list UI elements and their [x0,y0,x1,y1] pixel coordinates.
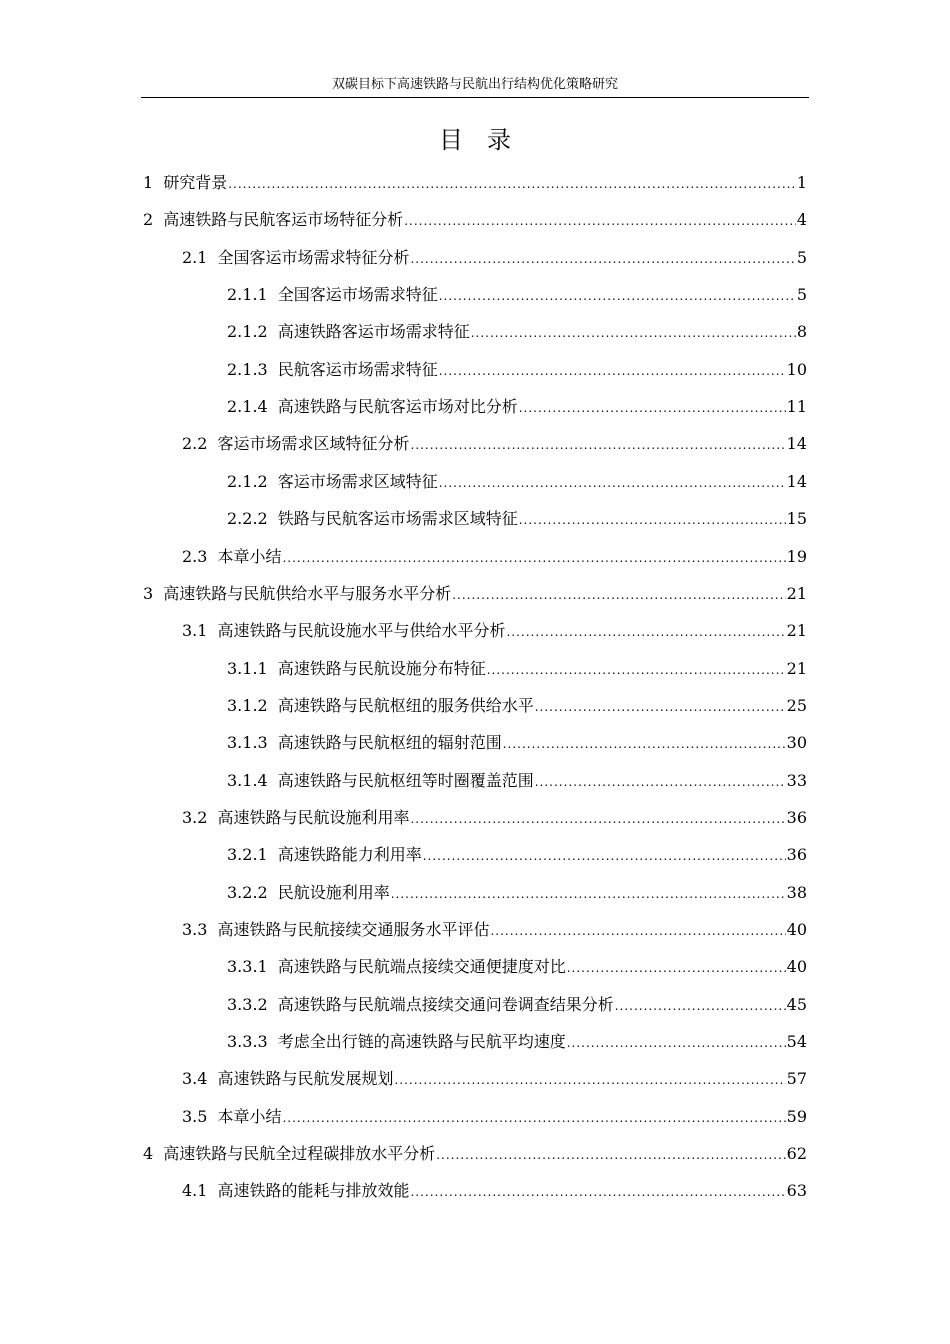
toc-entry-page-number: 62 [786,1144,807,1164]
toc-entry-title: 高速铁路与民航全过程碳排放水平分析 [163,1144,436,1164]
toc-entry-page-number: 21 [786,658,807,678]
toc-entry-number: 1 [143,173,154,192]
toc-entry-number: 3.2.1 [227,845,268,865]
toc-entry[interactable] [182,805,807,831]
toc-entry-title: 本章小结 [217,546,282,566]
toc-dot-leader [487,657,786,683]
toc-entry[interactable] [227,693,807,719]
toc-entry[interactable] [182,544,807,570]
toc-dot-leader [391,881,786,907]
toc-entry-title: 高速铁路的能耗与排放效能 [217,1181,410,1201]
toc-entry-title: 研究背景 [163,173,228,192]
toc-entry[interactable] [227,842,807,868]
toc-entry-number: 3 [143,583,154,603]
toc-entry-page-number: 10 [786,359,807,379]
toc-dot-leader [519,507,786,533]
toc-entry-number: 3.1.1 [227,658,268,678]
toc-entry-number: 3.1.3 [227,733,268,753]
toc-dot-leader [394,1067,785,1093]
toc-dot-leader [567,1030,786,1056]
toc-dot-leader [228,171,796,197]
toc-dot-leader [282,1105,785,1131]
toc-entry-number: 2.1.4 [227,397,268,417]
toc-dot-leader [503,731,786,757]
toc-entry[interactable] [143,170,807,196]
toc-entry[interactable] [227,357,807,383]
toc-entry[interactable] [227,730,807,756]
toc-entry-number: 2.1.2 [227,322,268,342]
toc-dot-leader [506,619,785,645]
toc-entry[interactable] [227,954,807,980]
toc-entry-number: 3.3.3 [227,1032,268,1052]
toc-entry-page-number: 25 [786,695,807,715]
toc-entry[interactable] [182,1066,807,1092]
toc-dot-leader [436,1142,785,1168]
toc-entry-title: 高速铁路与民航枢纽等时圈覆盖范围 [277,770,534,790]
toc-dot-leader [615,993,786,1019]
toc-entry-page-number: 57 [786,1069,807,1089]
toc-entry-number: 2.2.2 [227,509,268,529]
toc-dot-leader [410,246,795,272]
toc-entry-title: 高速铁路与民航端点接续交通便捷度对比 [277,957,566,977]
toc-entry-number: 3.2.2 [227,882,268,902]
toc-dot-leader [410,1179,785,1205]
toc-dot-leader [567,955,786,981]
header-rule [141,97,809,98]
toc-entry-number: 3.1 [182,621,208,641]
toc-entry-title: 高速铁路与民航枢纽的服务供给水平 [277,695,534,715]
toc-entry-title: 高速铁路能力利用率 [277,845,422,865]
toc-entry-title: 高速铁路与民航端点接续交通问卷调查结果分析 [277,994,614,1014]
toc-entry-title: 全国客运市场需求特征分析 [217,247,410,267]
toc-entry-title: 高速铁路与民航接续交通服务水平评估 [217,920,490,939]
toc-entry-page-number: 21 [786,583,807,603]
toc-entry-number: 2.1 [182,247,208,267]
toc-entry[interactable] [227,506,807,532]
toc-entry-number: 3.1.4 [227,770,268,790]
toc-entry-title: 高速铁路与民航客运市场特征分析 [163,210,404,230]
toc-entry-number: 3.3.1 [227,957,268,977]
toc-entry[interactable] [182,245,807,271]
toc-entry-page-number: 36 [786,807,807,827]
toc-entry[interactable] [182,431,807,457]
toc-entry-page-number: 38 [786,882,807,902]
toc-entry[interactable] [227,656,807,682]
toc-entry[interactable] [227,282,807,308]
toc-entry-title: 高速铁路与民航枢纽的辐射范围 [277,733,502,753]
toc-entry-title: 本章小结 [217,1106,282,1126]
toc-entry-title: 民航设施利用率 [277,882,390,902]
toc-entry-title: 高速铁路与民航发展规划 [217,1069,394,1089]
toc-entry-page-number: 14 [786,434,807,454]
toc-entry-title: 客运市场需求区域特征 [277,471,438,491]
toc-entry-title: 客运市场需求区域特征分析 [217,434,410,454]
toc-entry[interactable] [182,917,807,943]
toc-entry[interactable] [227,319,807,345]
toc-entry-number: 3.2 [182,807,208,827]
toc-entry[interactable] [227,1029,807,1055]
toc-entry-number: 3.1.2 [227,695,268,715]
toc-entry-number: 2.1.3 [227,359,268,379]
toc-entry-number: 2.3 [182,546,208,566]
toc-dot-leader [439,283,796,309]
toc-entry[interactable] [227,469,807,495]
toc-dot-leader [452,582,785,608]
toc-entry[interactable] [143,207,807,233]
toc-entry-page-number: 30 [786,733,807,753]
toc-entry-page-number: 40 [786,957,807,977]
toc-entry-page-number: 45 [786,994,807,1014]
toc-entry-number: 3.4 [182,1069,208,1089]
toc-entry-title: 高速铁路与民航设施水平与供给水平分析 [217,621,506,641]
toc-entry-title: 高速铁路与民航客运市场对比分析 [277,397,518,417]
running-header: 双碳目标下高速铁路与民航出行结构优化策略研究 [331,77,618,92]
toc-entry-number: 2.1.2 [227,471,268,491]
toc-dot-leader [471,320,796,346]
toc-entry-number: 3.5 [182,1106,208,1126]
toc-entry[interactable] [182,1104,807,1130]
toc-entry-title: 高速铁路客运市场需求特征 [277,322,470,342]
toc-entry-number: 2.1.1 [227,285,268,305]
toc-entry-number: 3.3.2 [227,994,268,1014]
toc-entry[interactable] [227,992,807,1018]
toc-dot-leader [519,395,786,421]
toc-entry-page-number: 8 [796,322,807,342]
toc-entry-page-number: 36 [786,845,807,865]
toc-entry-page-number: 59 [786,1106,807,1126]
toc-entry-number: 2.2 [182,434,208,454]
toc-dot-leader [490,918,785,944]
toc-dot-leader [282,545,785,571]
toc-entry-page-number: 33 [786,770,807,790]
toc-entry[interactable] [227,394,807,420]
toc-entry-title: 高速铁路与民航供给水平与服务水平分析 [163,583,452,603]
toc-entry-number: 4.1 [182,1181,208,1201]
page-title: 目 录 [439,126,511,154]
toc-dot-leader [410,432,785,458]
toc-entry-page-number: 40 [786,920,807,939]
toc-entry-title: 考虑全出行链的高速铁路与民航平均速度 [277,1032,566,1052]
toc-entry-page-number: 14 [786,471,807,491]
toc-entry-page-number: 1 [796,173,807,192]
toc-entry-page-number: 5 [796,285,807,305]
toc-entry-page-number: 54 [786,1032,807,1052]
toc-dot-leader [439,470,786,496]
toc-entry-page-number: 5 [796,247,807,267]
toc-entry-page-number: 21 [786,621,807,641]
toc-entry-title: 高速铁路与民航设施利用率 [217,807,410,827]
toc-entry[interactable] [182,1178,807,1204]
toc-dot-leader [410,806,785,832]
toc-entry-page-number: 19 [786,546,807,566]
toc-entry-number: 3.3 [182,920,208,939]
toc-entry[interactable] [227,880,807,906]
toc-entry-title: 铁路与民航客运市场需求区域特征 [277,509,518,529]
toc-entry-number: 2 [143,210,154,230]
toc-dot-leader [535,769,786,795]
toc-entry[interactable] [143,581,807,607]
toc-entry-page-number: 4 [796,210,807,230]
toc-entry-title: 民航客运市场需求特征 [277,359,438,379]
toc-dot-leader [535,694,786,720]
toc-entry-title: 全国客运市场需求特征 [277,285,438,305]
toc-dot-leader [439,358,786,384]
toc-dot-leader [423,843,786,869]
toc-entry-page-number: 63 [786,1181,807,1201]
toc-entry-page-number: 15 [786,509,807,529]
toc-entry-title: 高速铁路与民航设施分布特征 [277,658,486,678]
toc-entry[interactable] [143,1141,807,1167]
toc-dot-leader [404,208,796,234]
toc-entry[interactable] [227,768,807,794]
toc-entry[interactable] [182,618,807,644]
toc-entry-page-number: 11 [786,397,807,417]
toc-entry-number: 4 [143,1144,154,1164]
